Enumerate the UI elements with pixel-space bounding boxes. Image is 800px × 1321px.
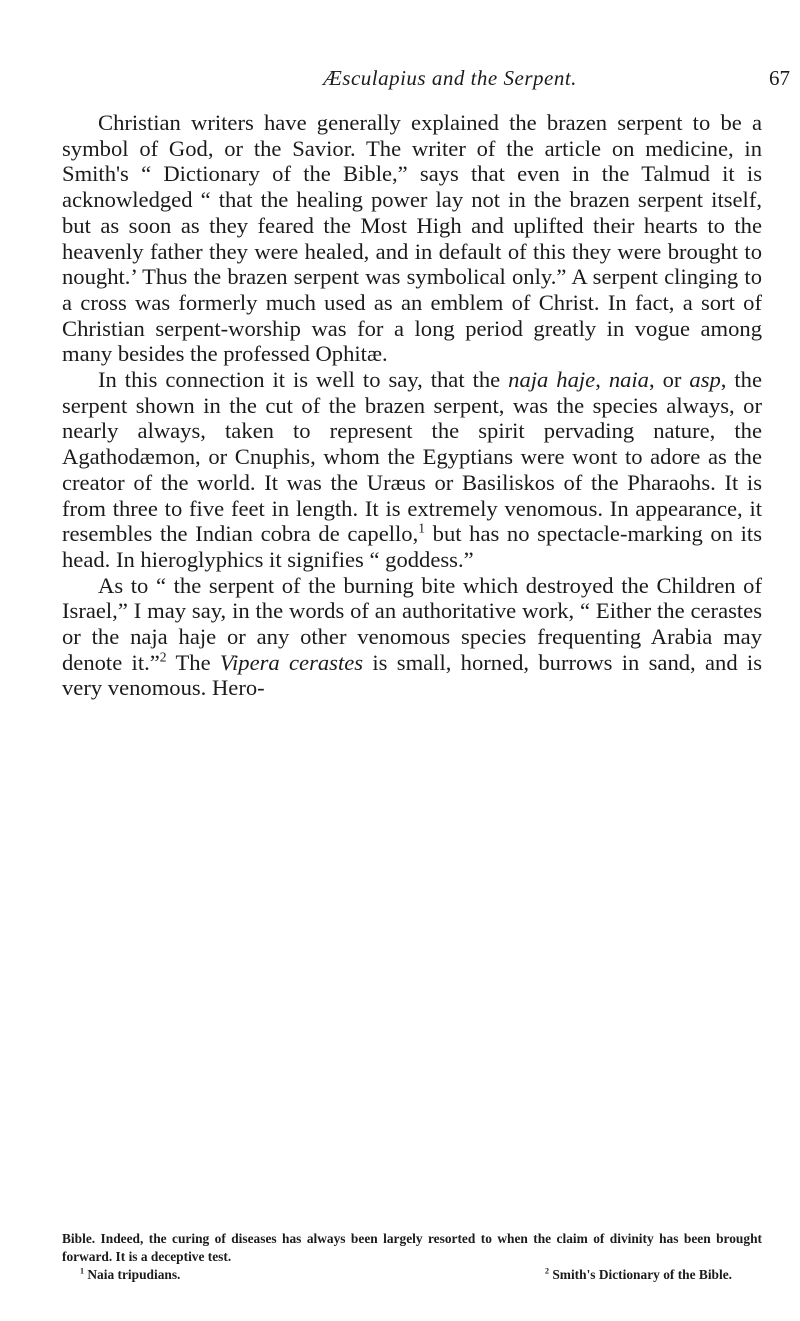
italic-naja-haje: naja haje — [508, 367, 596, 393]
paragraph-2-sep-2: , or — [648, 367, 690, 393]
page-number: 67 — [769, 66, 790, 90]
footnote-row — [62, 1266, 762, 1284]
running-head — [110, 66, 790, 96]
paragraph-2-sep-1: , — [595, 367, 609, 393]
footnotes — [62, 1230, 762, 1284]
paragraph-2-text-start: In this connection it is well to say, that the — [98, 367, 509, 393]
paragraph-3-text-end: is small, horned, burrows in sand, and is very venomous. Hero- — [62, 649, 762, 701]
paragraph-3-text-start: As to “ the serpent of the burning bite which destroyed the Children of Israel,” I may say, in the words of an authoritative work, “ Either the cerastes or the naja haje or any other venomous species frequenting Arabia may denote it.” — [62, 572, 762, 675]
paragraph-2-text-middle: , the serpent shown in the cut of the brazen serpent, was the species always, or nearly always, taken to represent the spirit pervading nature, the Agathodæmon, or Cnuphis, whom the Egyptians were wont to adore as the creator of the world. It was the Uræus or Basiliskos of the Pharaohs. It is from three to five feet in length. It is extremely venomous. In appearance, it resembles the Indian cobra de capello, — [62, 367, 762, 547]
footnote-2-text: Smith's Dictionary of the Bible. — [552, 1267, 732, 1282]
paragraph-3 — [62, 573, 762, 702]
italic-vipera-cerastes: Vipera cerastes — [219, 649, 364, 675]
footnote-1-text: Naia tripudians. — [87, 1267, 181, 1282]
paragraph-2 — [62, 367, 762, 573]
running-title: Æsculapius and the Serpent. — [323, 66, 577, 90]
footnote-ref-1[interactable]: 1 — [418, 520, 426, 536]
footnote-1-mark: 1 — [80, 1266, 85, 1276]
footnote-2-mark: 2 — [544, 1266, 549, 1276]
body-text — [62, 110, 762, 701]
footnote-1 — [80, 1266, 180, 1284]
italic-naia: naia — [608, 367, 649, 393]
paragraph-2-text-end: but has no spectacle-marking on its head. In hieroglyphics it signifies “ goddess.” — [62, 521, 762, 572]
footnote-2 — [545, 1266, 732, 1284]
paragraph-3-text-middle: The — [166, 649, 220, 675]
italic-asp: asp — [689, 367, 721, 393]
footnote-ref-2[interactable]: 2 — [159, 649, 167, 665]
paragraph-1: Christian writers have generally explained the brazen serpent to be a symbol of God, or the Savior. The writer of the article on medicine, in Smith's “ Dictionary of the Bible,” says that even in the Talmud it is acknowledged “ that the healing power lay not in the brazen serpent itself, but as soon as they feared the Most High and uplifted their hearts to the heavenly father they were healed, and in default of this they were brought to nought.’ Thus the brazen serpent was symbolical only.” A serpent clinging to a cross was formerly much used as an emblem of Christ. In fact, a sort of Christian serpent-worship was for a long period greatly in vogue among many besides the professed Ophitæ. — [62, 110, 762, 367]
footnote-carryover: Bible. Indeed, the curing of diseases has always been largely resorted to when the claim of divinity has been brought forward. It is a deceptive test. — [62, 1231, 762, 1264]
